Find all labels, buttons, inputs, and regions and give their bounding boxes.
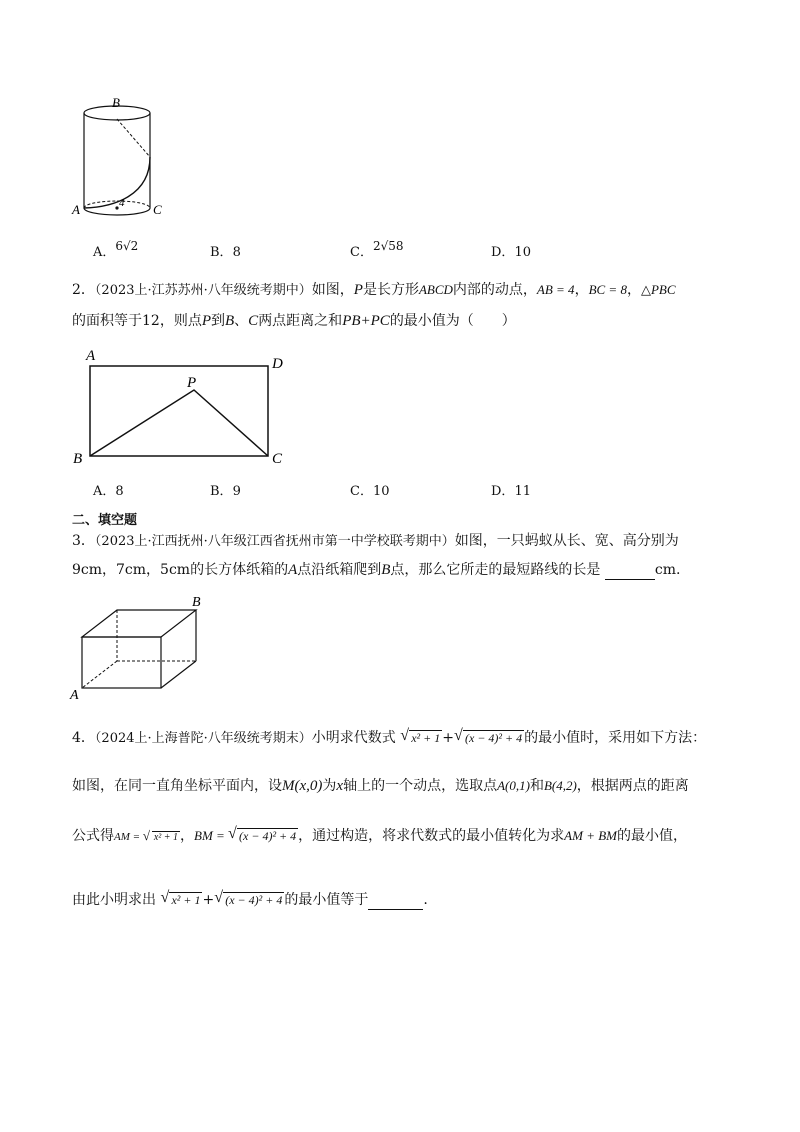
- q4-line-4: 由此小明求出 √ x² + 1 + √ (x − 4)² + 4 的最小值等于 .: [72, 889, 428, 908]
- q2-option-c[interactable]: C．10: [350, 484, 390, 499]
- q2-option-a[interactable]: A．8: [93, 484, 124, 499]
- q2-option-b[interactable]: B．9: [210, 484, 241, 499]
- q1-option-a[interactable]: A．6√2: [93, 239, 139, 260]
- box-figure: [68, 592, 218, 702]
- label-p: P: [187, 375, 197, 391]
- cylinder-figure: [70, 95, 170, 220]
- q1-option-d[interactable]: D．10: [491, 245, 531, 260]
- q3-answer-blank[interactable]: [605, 565, 655, 580]
- label-b: B: [73, 451, 83, 467]
- q2-line-1: 2．（2023上·江苏苏州·八年级统考期中）如图，P是长方形ABCD内部的动点，AB = 4，BC = 8，△PBC: [72, 282, 676, 298]
- label-a: A: [72, 202, 80, 217]
- label-d: D: [272, 356, 283, 372]
- q1-option-b[interactable]: B．8: [210, 245, 241, 260]
- q2-option-d[interactable]: D．11: [491, 484, 531, 499]
- q1-option-c[interactable]: C．2√58: [350, 239, 404, 260]
- label-a: A: [70, 688, 79, 702]
- q3-line-1: 3．（2023上·江西抚州·八年级江西省抚州市第一中学校联考期中）如图，一只蚂蚁从长、宽、高分别为: [72, 533, 679, 549]
- section-title: 二、填空题: [72, 513, 138, 528]
- q2-line-2: 的面积等于12，则点P到B、C两点距离之和PB+PC的最小值为（ ）: [72, 313, 516, 329]
- label-four: 4: [119, 197, 125, 209]
- q3-line-2: 9cm，7cm，5cm的长方体纸箱的A点沿纸箱爬到B点，那么它所走的最短路线的长是 cm.: [72, 562, 681, 578]
- label-b: B: [192, 595, 201, 610]
- label-b: B: [112, 95, 120, 110]
- label-c: C: [272, 451, 283, 467]
- q4-line-2: 如图，在同一直角坐标平面内，设M(x,0)为x轴上的一个动点，选取点A(0,1)和B(4,2)，根据两点的距离: [72, 778, 689, 794]
- rectangle-figure: [70, 342, 300, 467]
- label-a: A: [86, 348, 96, 364]
- q4-answer-blank[interactable]: [368, 895, 423, 910]
- q4-line-3: 公式得AM = √ x² + 1 ，BM = √ (x − 4)² + 4 ，通过构造，将求代数式的最小值转化为求AM + BM的最小值，: [72, 825, 687, 844]
- label-c: C: [153, 202, 162, 217]
- q4-line-1: 4．（2024上·上海普陀·八年级统考期末）小明求代数式 √ x² + 1 + √ (x − 4)² + 4 的最小值时，采用如下方法：: [72, 727, 707, 746]
